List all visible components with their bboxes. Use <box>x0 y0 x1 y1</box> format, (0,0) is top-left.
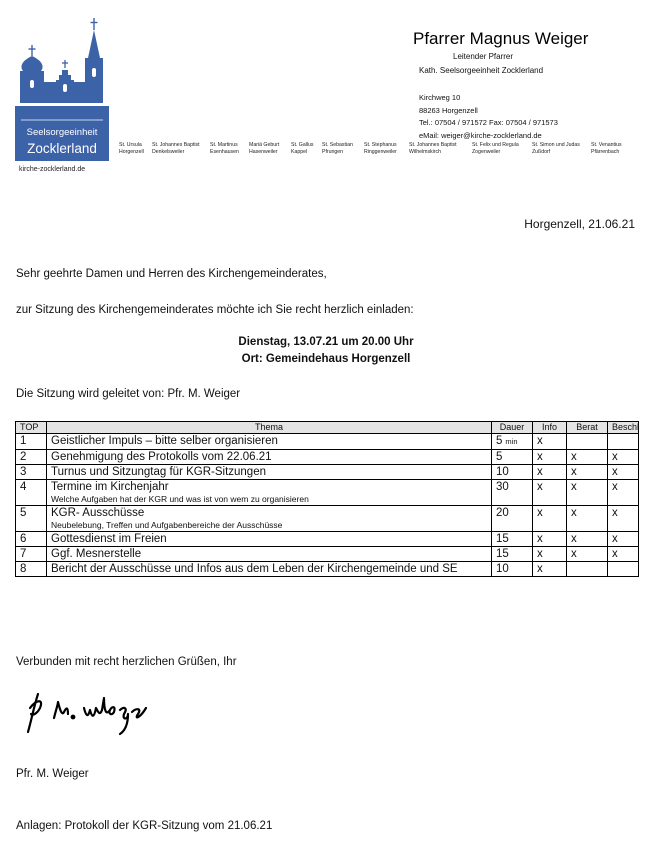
agenda-dauer <box>492 450 533 465</box>
parish-place: Ringgenweiler <box>364 148 397 155</box>
signer-name: Pfr. M. Weiger <box>16 768 89 780</box>
logo-line1: Seelsorgeeinheit <box>26 127 98 138</box>
parish-item <box>364 142 397 155</box>
agenda-thema <box>47 434 492 450</box>
agenda-thema <box>47 450 492 465</box>
parish-place: Hasenweiler <box>249 148 278 155</box>
agenda-berat: x <box>567 450 608 465</box>
parish-item <box>152 142 200 155</box>
header-dauer: Dauer <box>492 422 533 434</box>
agenda-berat: x <box>567 480 608 506</box>
parish-church: St. Martinus <box>210 142 238 148</box>
agenda-thema-title: Ggf. Mesnerstelle <box>51 548 142 560</box>
parish-item <box>210 142 239 155</box>
agenda-beschl: x <box>608 547 639 562</box>
agenda-thema-title: Genehmigung des Protokolls vom 22.06.21 <box>51 451 272 463</box>
agenda-thema <box>47 480 492 506</box>
agenda-row <box>16 434 639 450</box>
parish-place: Zogenweiler <box>472 148 501 155</box>
agenda-top: 8 <box>16 562 47 577</box>
agenda-info: x <box>533 562 567 577</box>
agenda-top: 1 <box>16 434 47 450</box>
agenda-table <box>15 421 639 577</box>
parish-item <box>291 142 314 155</box>
parish-church: St. Felix und Regula <box>472 142 519 148</box>
agenda-thema <box>47 532 492 547</box>
agenda-thema-title: Turnus und Sitzungtag für KGR-Sitzungen <box>51 466 266 478</box>
agenda-top: 4 <box>16 480 47 506</box>
agenda-thema <box>47 547 492 562</box>
agenda-row <box>16 532 639 547</box>
chair-text: Die Sitzung wird geleitet von: Pfr. M. Weiger <box>16 388 241 400</box>
agenda-info: x <box>533 465 567 480</box>
parish-item <box>472 142 519 155</box>
letter-date: Horgenzell, 21.06.21 <box>524 217 635 231</box>
parish-church: St. Johannes Baptist <box>409 142 457 148</box>
salutation: Sehr geehrte Damen und Herren des Kirchengemeinderates, <box>16 268 327 280</box>
signature-image <box>24 690 154 738</box>
parish-church: St. Ursula <box>119 142 142 148</box>
agenda-dauer <box>492 434 533 450</box>
attachments-text: Anlagen: Protokoll der KGR-Sitzung vom 21.06.21 <box>16 820 273 832</box>
agenda-dauer-value: 5 <box>496 451 503 463</box>
agenda-thema-sub: Welche Aufgaben hat der KGR und was ist von wem zu organisieren <box>51 494 309 504</box>
pastor-unit: Kath. Seelsorgeeinheit Zocklerland <box>419 66 544 75</box>
agenda-top: 2 <box>16 450 47 465</box>
agenda-top: 6 <box>16 532 47 547</box>
agenda-dauer <box>492 506 533 532</box>
agenda-dauer <box>492 562 533 577</box>
header-info: Info <box>533 422 567 434</box>
agenda-beschl: x <box>608 450 639 465</box>
parish-item <box>249 142 279 155</box>
agenda-top: 7 <box>16 547 47 562</box>
agenda-dauer-value: 15 <box>496 548 509 560</box>
agenda-info: x <box>533 450 567 465</box>
agenda-row <box>16 506 639 532</box>
parish-item <box>322 142 353 155</box>
parish-place: Wilhelmskirch <box>409 148 441 155</box>
logo <box>14 16 110 164</box>
logo-url[interactable]: kirche-zocklerland.de <box>19 166 86 173</box>
agenda-row <box>16 465 639 480</box>
agenda-thema-title: Geistlicher Impuls – bitte selber organisieren <box>51 435 278 447</box>
agenda-info: x <box>533 480 567 506</box>
agenda-thema-title: Termine im Kirchenjahr <box>51 481 169 493</box>
header-thema: Thema <box>47 422 492 434</box>
header-beschl: Beschl <box>608 422 639 434</box>
agenda-berat <box>567 562 608 577</box>
parish-church: St. Johannes Baptist <box>152 142 200 148</box>
agenda-dauer-value: 5 <box>496 435 503 447</box>
address-block <box>419 92 558 142</box>
parish-place: Pfärrenbach <box>591 148 620 155</box>
agenda-top: 3 <box>16 465 47 480</box>
agenda-beschl: x <box>608 480 639 506</box>
parish-place: Denkelsweiler <box>152 148 185 155</box>
agenda-thema <box>47 506 492 532</box>
agenda-beschl <box>608 434 639 450</box>
agenda-dauer-value: 20 <box>496 507 509 519</box>
parish-church: St. Simon und Judas <box>532 142 580 148</box>
agenda-info: x <box>533 434 567 450</box>
agenda-info: x <box>533 547 567 562</box>
agenda-row <box>16 480 639 506</box>
address-email[interactable]: eMail: weiger@kirche-zocklerland.de <box>419 130 542 140</box>
agenda-thema-title: Bericht der Ausschüsse und Infos aus dem Leben der Kirchengemeinde und SE <box>51 563 458 575</box>
agenda-info: x <box>533 506 567 532</box>
header-berat: Berat <box>567 422 608 434</box>
agenda-info: x <box>533 532 567 547</box>
logo-line2: Zocklerland <box>27 141 97 156</box>
meeting-where: Ort: Gemeindehaus Horgenzell <box>241 353 411 365</box>
parish-item <box>532 142 580 155</box>
parish-church: St. Gallus <box>291 142 314 148</box>
agenda-thema-title: KGR- Ausschüsse <box>51 507 145 519</box>
agenda-row <box>16 562 639 577</box>
agenda-berat: x <box>567 506 608 532</box>
agenda-row <box>16 450 639 465</box>
agenda-beschl: x <box>608 506 639 532</box>
agenda-berat <box>567 434 608 450</box>
agenda-beschl: x <box>608 532 639 547</box>
parish-church: St. Venantius <box>591 142 622 148</box>
agenda-dauer-value: 10 <box>496 466 509 478</box>
parish-list <box>119 142 649 162</box>
agenda-thema <box>47 465 492 480</box>
pastor-role: Leitender Pfarrer <box>453 52 514 61</box>
parish-church: Mariä Geburt <box>249 142 280 148</box>
agenda-dauer <box>492 480 533 506</box>
agenda-thema-sub: Neubelebung, Treffen und Aufgabenbereiche der Ausschüsse <box>51 520 283 530</box>
parish-item <box>119 142 144 155</box>
address-street: Kirchweg 10 <box>419 93 461 102</box>
parish-item <box>409 142 457 155</box>
address-city: 88263 Horgenzell <box>419 105 478 115</box>
agenda-thema-title: Gottesdienst im Freien <box>51 533 167 545</box>
parish-place: Esenhausen <box>210 148 239 155</box>
closing-text: Verbunden mit recht herzlichen Grüßen, Ihr <box>16 656 237 668</box>
parish-place: Kappel <box>291 148 308 155</box>
pastor-name: Pfarrer Magnus Weiger <box>413 29 589 48</box>
parish-place: Zußdorf <box>532 148 551 155</box>
agenda-dauer <box>492 547 533 562</box>
agenda-berat: x <box>567 547 608 562</box>
parish-item <box>591 142 622 155</box>
parish-place: Pfrungen <box>322 148 344 155</box>
agenda-dauer-value: 10 <box>496 563 509 575</box>
header-top: TOP <box>16 422 47 434</box>
agenda-thema <box>47 562 492 577</box>
agenda-dauer <box>492 532 533 547</box>
agenda-header-row <box>16 422 639 434</box>
agenda-berat: x <box>567 465 608 480</box>
church-icon <box>20 18 103 103</box>
agenda-dauer-value: 30 <box>496 481 509 493</box>
intro-text: zur Sitzung des Kirchengemeinderates möchte ich Sie recht herzlich einladen: <box>16 304 414 316</box>
meeting-when: Dienstag, 13.07.21 um 20.00 Uhr <box>238 336 414 348</box>
address-phone: Tel.: 07504 / 971572 Fax: 07504 / 971573 <box>419 118 558 127</box>
parish-place: Horgenzell <box>119 148 144 155</box>
agenda-top: 5 <box>16 506 47 532</box>
agenda-row <box>16 547 639 562</box>
agenda-dauer-unit: min <box>505 437 518 446</box>
parish-church: St. Sebastian <box>322 142 353 148</box>
agenda-dauer <box>492 465 533 480</box>
agenda-beschl <box>608 562 639 577</box>
parish-church: St. Stephanus <box>364 142 397 148</box>
agenda-berat: x <box>567 532 608 547</box>
agenda-beschl: x <box>608 465 639 480</box>
agenda-dauer-value: 15 <box>496 533 509 545</box>
